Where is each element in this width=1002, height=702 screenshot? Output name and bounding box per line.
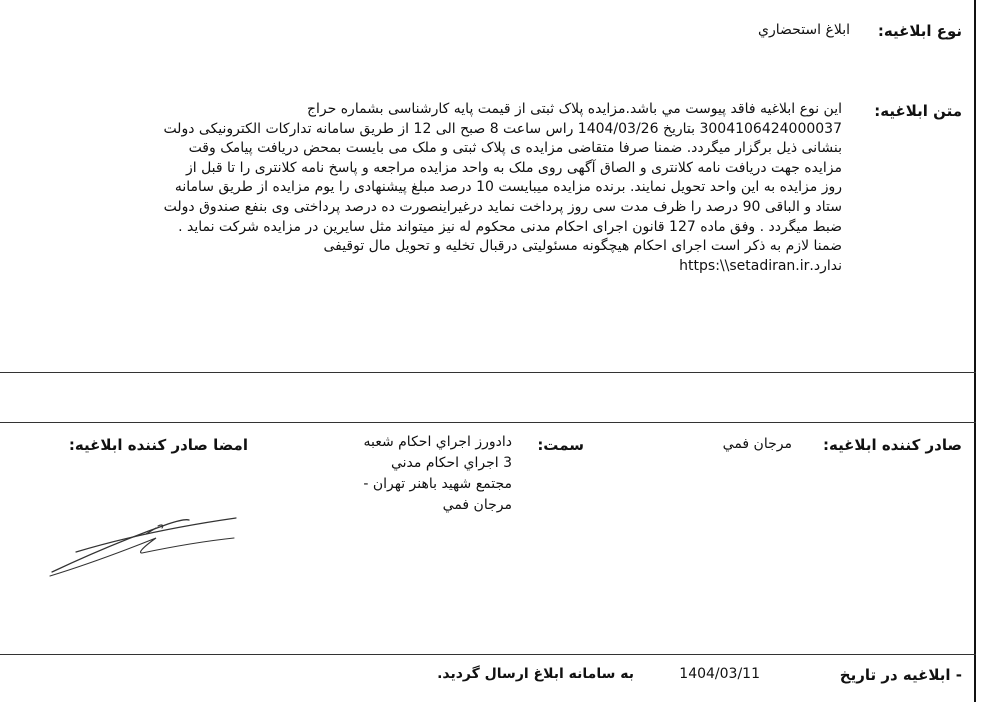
issuer-value: مرجان فمي [722,436,792,452]
role-label: سمت: [537,436,584,454]
footer-date: 1404/03/11 [679,666,760,682]
divider-2 [0,422,976,423]
notice-text-body [12,100,842,276]
divider-3 [0,654,976,655]
notice-text-last-line [12,257,842,277]
signature-label: امضا صادر کننده ابلاغيه: [68,436,248,454]
role-line: 3 اجراي احکام مدني [390,455,512,471]
notice-text-line: بنشانی ذيل برگزار ميگردد. ضمنا صرفا متقاضی مزايده ی پلاک ثبتی و ملک می بايست بمحض دريافت پيامک وقت [188,140,842,157]
footer-date-label: - ابلاغیه در تاریخ [839,666,962,684]
setadiran-link[interactable]: https:\\setadiran.ir [679,257,810,274]
notice-text-line: ستاد و الباقی 90 درصد را ظرف مدت سی روز پرداخت نمايد درغيراينصورت ده درصد پرداختی وی بنفع صندوق دولت [163,198,842,215]
footer-sent-text: به سامانه ابلاغ ارسال گردید. [437,666,634,682]
notice-text-line: ضبط ميگردد . وفق ماده 127 قانون اجرای احکام مدنی محکوم له نيز ميتواند مثل سايرين در مزايده شرکت نمايد . [178,218,842,235]
role-line: دادورز اجراي احکام شعبه [363,434,512,450]
notice-text-line: 3004106424000037 بتاريخ 1404/03/26 راس ساعت 8 صبح الی 12 از طريق سامانه تدارکات الکترونيکی دولت [163,120,842,137]
role-line: مرجان فمي [442,497,512,513]
role-value [363,432,512,516]
notice-text-label: متن ابلاغیه: [874,102,962,120]
notice-text-line: اين نوع ابلاغيه فاقد پيوست مي باشد.مزايده پلاک ثبتی از قيمت پايه کارشناسی بشماره حراج [306,101,842,117]
issuer-label: صادر کننده ابلاغيه: [822,436,962,454]
notice-type-value: ابلاغ استحضاري [758,22,850,38]
handwritten-signature-icon [46,498,256,588]
notice-text-line: مزايده جهت دريافت نامه کلانتری و الصاق آگهی روی ملک به واحد مزايده مراجعه و پاسخ نامه کلانتری را تا قبل از [185,159,842,176]
notice-text-line: ضمنا لازم به ذکر است اجرای احکام هيچگونه مسئوليتی درقبال تخليه و تحويل مال توقيفی [323,238,842,255]
notice-text-line: روز مزايده به اين واحد تحويل نمايند. برنده مزايده ميبايست 10 درصد مبلغ پيشنهادی را يوم مزايده از طريق سامانه [174,179,842,196]
role-line: مجتمع شهيد باهنر تهران - [363,476,512,492]
divider-1 [0,372,976,373]
notice-text-line: ندارد. [809,257,842,274]
notice-type-label: نوع ابلاغیه: [877,22,962,40]
